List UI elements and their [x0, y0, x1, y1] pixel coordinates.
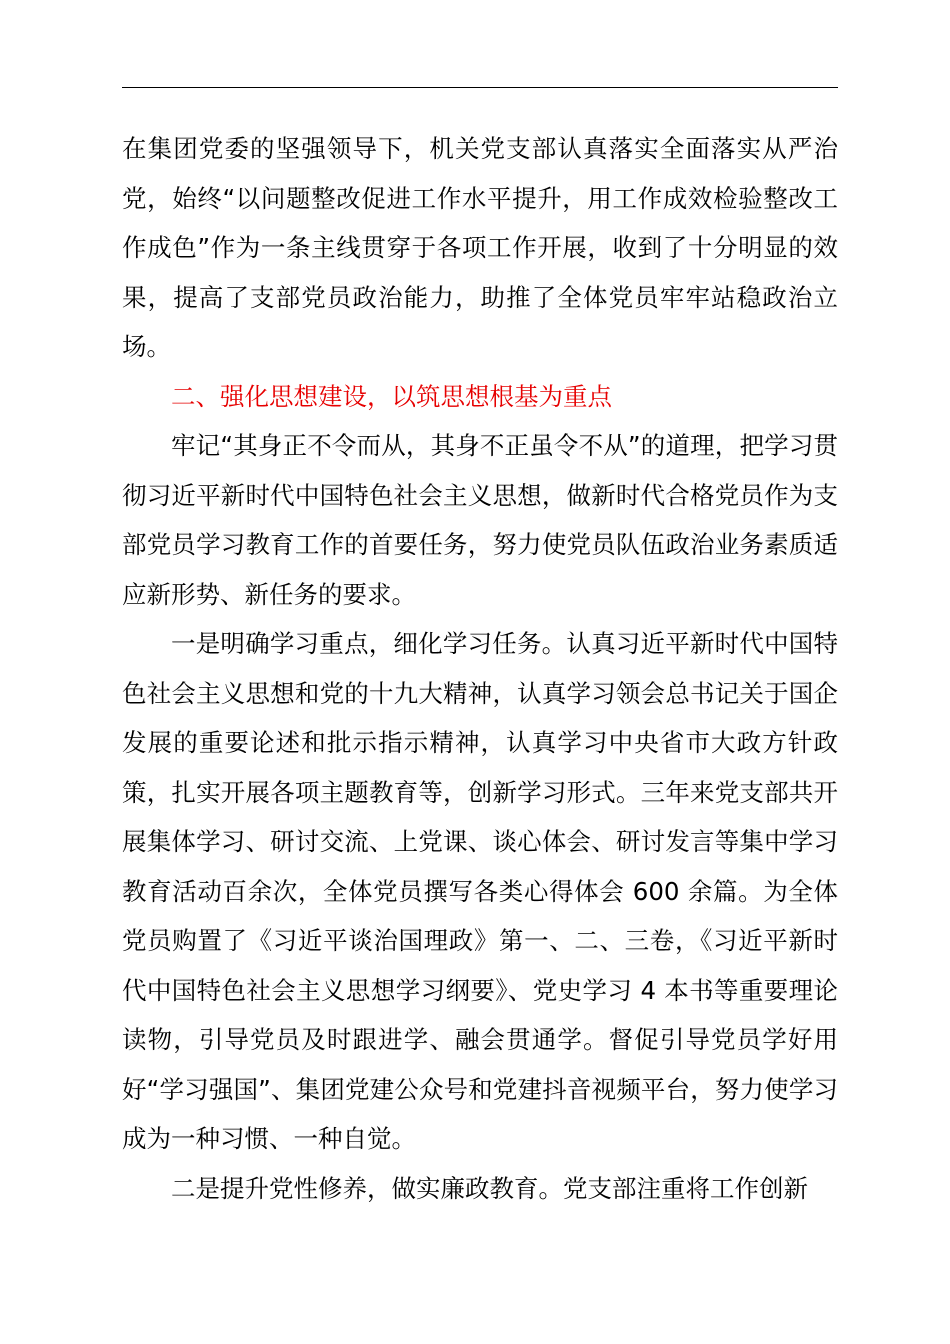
paragraph-party-spirit: 二是提升党性修养，做实廉政教育。党支部注重将工作创新 [171, 1173, 808, 1203]
header-rule [122, 87, 838, 88]
paragraph-principle: 牢记“其身正不令而从，其身不正虽令不从”的道理，把学习贯彻习近平新时代中国特色社会主义思想，做新时代合格党员作为支部党员学习教育工作的首要任务，努力使党员队伍政治业务素质适应新形势、新任务的要求。 [122, 431, 838, 609]
section-heading: 二、强化思想建设，以筑思想根基为重点 [171, 381, 612, 411]
document-body [122, 124, 838, 1213]
paragraph-study-focus: 一是明确学习重点，细化学习任务。认真习近平新时代中国特色社会主义思想和党的十九大精神，认真学习领会总书记关于国企发展的重要论述和批示指示精神，认真学习中央省市大政方针政策，扎实开展各项主题教育等，创新学习形式。三年来党支部共开展集体学习、研讨交流、上党课、谈心体会、研讨发言等集中学习教育活动百余次，全体党员撰写各类心得体会 600 余篇。为全体党员购置了《习近平谈治国理政》第一、二、三卷，《习近平新时代中国特色社会主义思想学习纲要》、党史学习 4 本书等重要理论读物，引导党员及时跟进学、融会贯通学。督促引导党员学好用好“学习强国”、集团党建公众号和党建抖音视频平台，努力使学习成为一种习惯、一种自觉。 [122, 629, 838, 1153]
paragraph-intro: 在集团党委的坚强领导下，机关党支部认真落实全面落实从严治党，始终“以问题整改促进工作水平提升，用工作成效检验整改工作成色”作为一条主线贯穿于各项工作开展，收到了十分明显的效果，提高了支部党员政治能力，助推了全体党员牢牢站稳政治立场。 [122, 134, 838, 361]
